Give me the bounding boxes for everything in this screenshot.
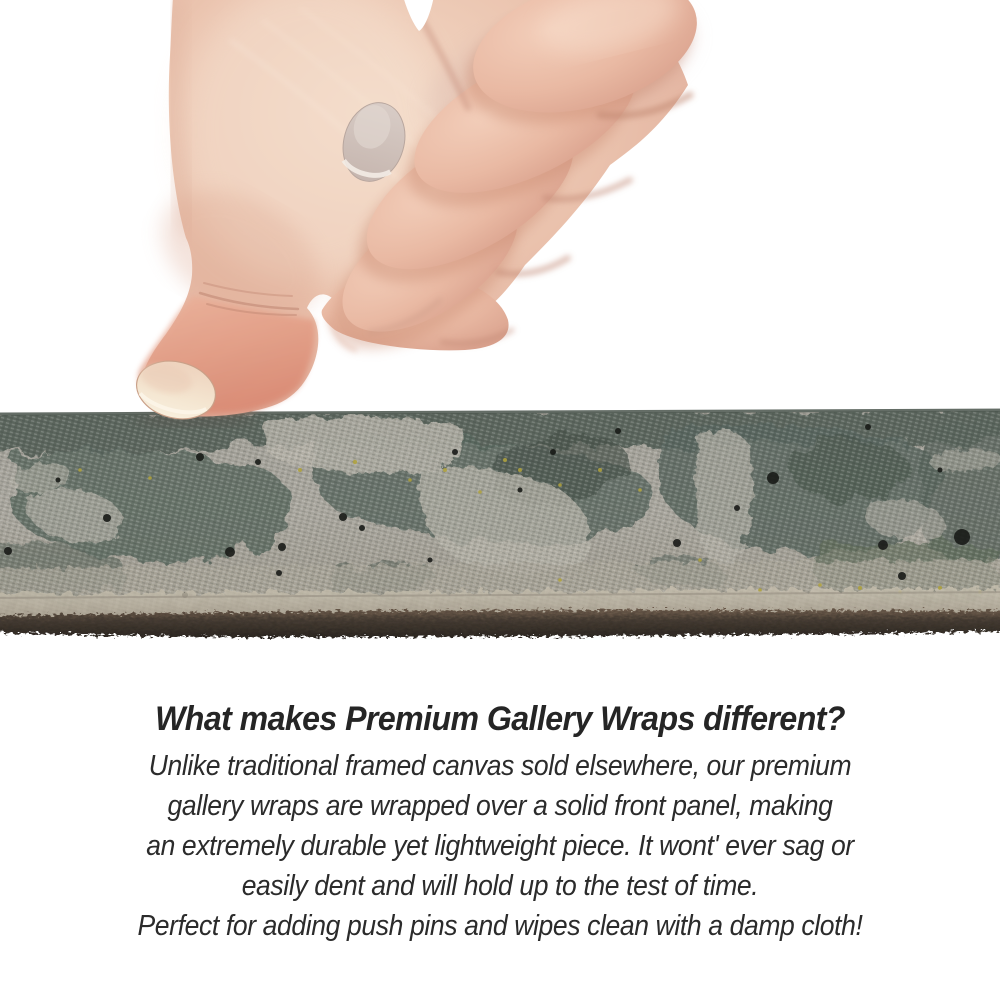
body-line-3: an extremely durable yet lightweight piece. It wont' ever sag or — [146, 830, 854, 862]
body-line-5: Perfect for adding push pins and wipes clean with a damp cloth! — [137, 910, 863, 942]
body-line-4: easily dent and will hold up to the test of time. — [241, 870, 759, 902]
body-line-2: gallery wraps are wrapped over a solid front panel, making — [167, 790, 833, 822]
canvas-strip — [0, 408, 1000, 637]
canvas-bottom-edge — [0, 610, 1000, 637]
description — [35, 699, 965, 946]
body-line-1: Unlike traditional framed canvas sold elsewhere, our premium — [148, 750, 852, 782]
page-title: What makes Premium Gallery Wraps different? — [155, 700, 845, 738]
hand-illustration — [130, 0, 712, 427]
